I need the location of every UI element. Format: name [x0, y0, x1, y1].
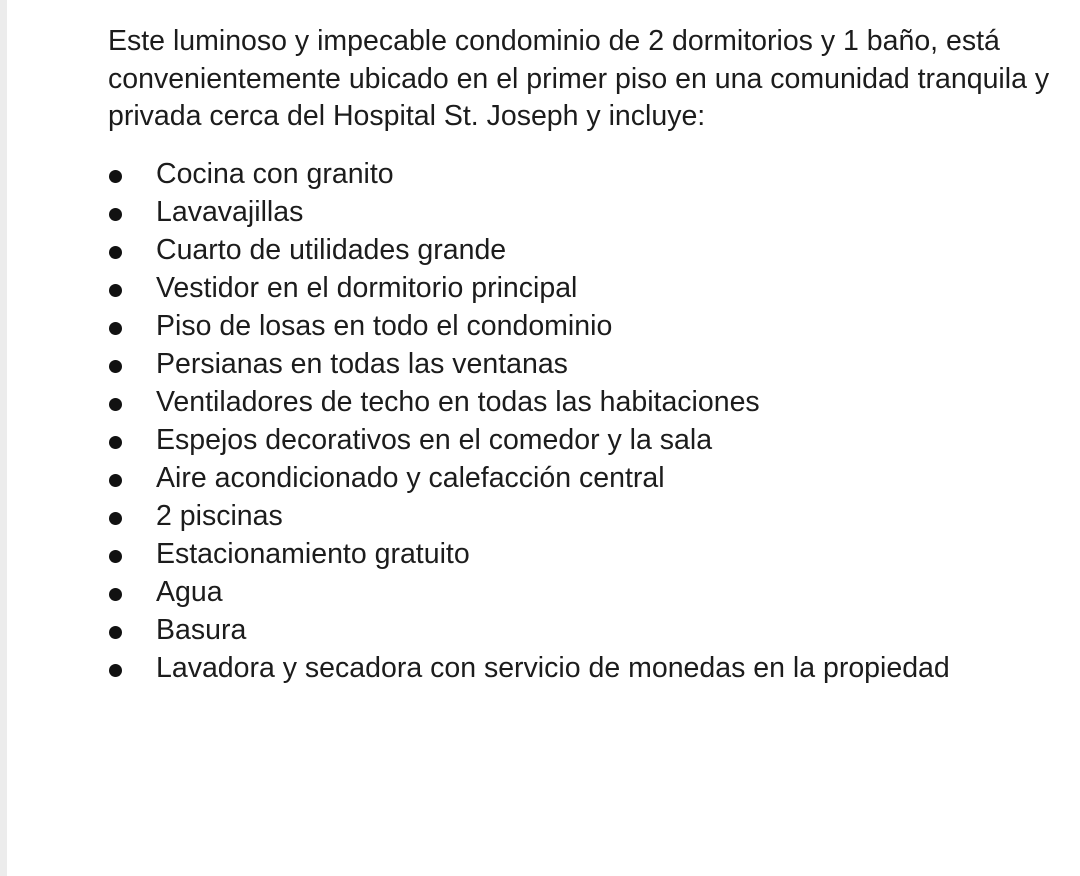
list-item — [108, 573, 1073, 611]
list-item — [108, 345, 1073, 383]
amenities-list — [108, 155, 1073, 687]
bullet-icon — [109, 474, 122, 487]
list-item-text: Cocina con granito — [156, 157, 394, 190]
list-item — [108, 535, 1073, 573]
list-item — [108, 649, 1073, 687]
bullet-icon — [109, 170, 122, 183]
list-item-text: Basura — [156, 613, 247, 646]
list-item-text: Espejos decorativos en el comedor y la sala — [156, 423, 713, 456]
list-item — [108, 611, 1073, 649]
bullet-icon — [109, 626, 122, 639]
bullet-icon — [109, 512, 122, 525]
bullet-icon — [109, 208, 122, 221]
list-item-text: Persianas en todas las ventanas — [156, 347, 568, 380]
list-item — [108, 383, 1073, 421]
listing-description — [108, 23, 1073, 687]
list-item — [108, 459, 1073, 497]
list-item — [108, 269, 1073, 307]
bullet-icon — [109, 322, 122, 335]
list-item — [108, 193, 1073, 231]
list-item-text: Cuarto de utilidades grande — [156, 233, 507, 266]
list-item — [108, 307, 1073, 345]
list-item-text: Lavadora y secadora con servicio de monedas en la propiedad — [156, 651, 950, 684]
list-item — [108, 155, 1073, 193]
left-edge-strip — [0, 0, 7, 876]
list-item-text: Agua — [156, 575, 223, 608]
list-item — [108, 231, 1073, 269]
list-item — [108, 421, 1073, 459]
bullet-icon — [109, 664, 122, 677]
intro-paragraph: Este luminoso y impecable condominio de 2 dormitorios y 1 baño, está convenientemente ubicado en el primer piso en una comunidad tranquila y privada cerca del Hospital St. Joseph y incluye: — [108, 25, 1050, 132]
bullet-icon — [109, 436, 122, 449]
bullet-icon — [109, 360, 122, 373]
bullet-icon — [109, 246, 122, 259]
list-item-text: Lavavajillas — [156, 195, 304, 228]
list-item-text: Vestidor en el dormitorio principal — [156, 271, 578, 304]
list-item-text: Estacionamiento gratuito — [156, 537, 470, 570]
list-item-text: Piso de losas en todo el condominio — [156, 309, 613, 342]
bullet-icon — [109, 588, 122, 601]
bullet-icon — [109, 398, 122, 411]
list-item-text: Aire acondicionado y calefacción central — [156, 461, 665, 494]
list-item — [108, 497, 1073, 535]
list-item-text: 2 piscinas — [156, 499, 283, 532]
bullet-icon — [109, 550, 122, 563]
bullet-icon — [109, 284, 122, 297]
list-item-text: Ventiladores de techo en todas las habitaciones — [156, 385, 760, 418]
